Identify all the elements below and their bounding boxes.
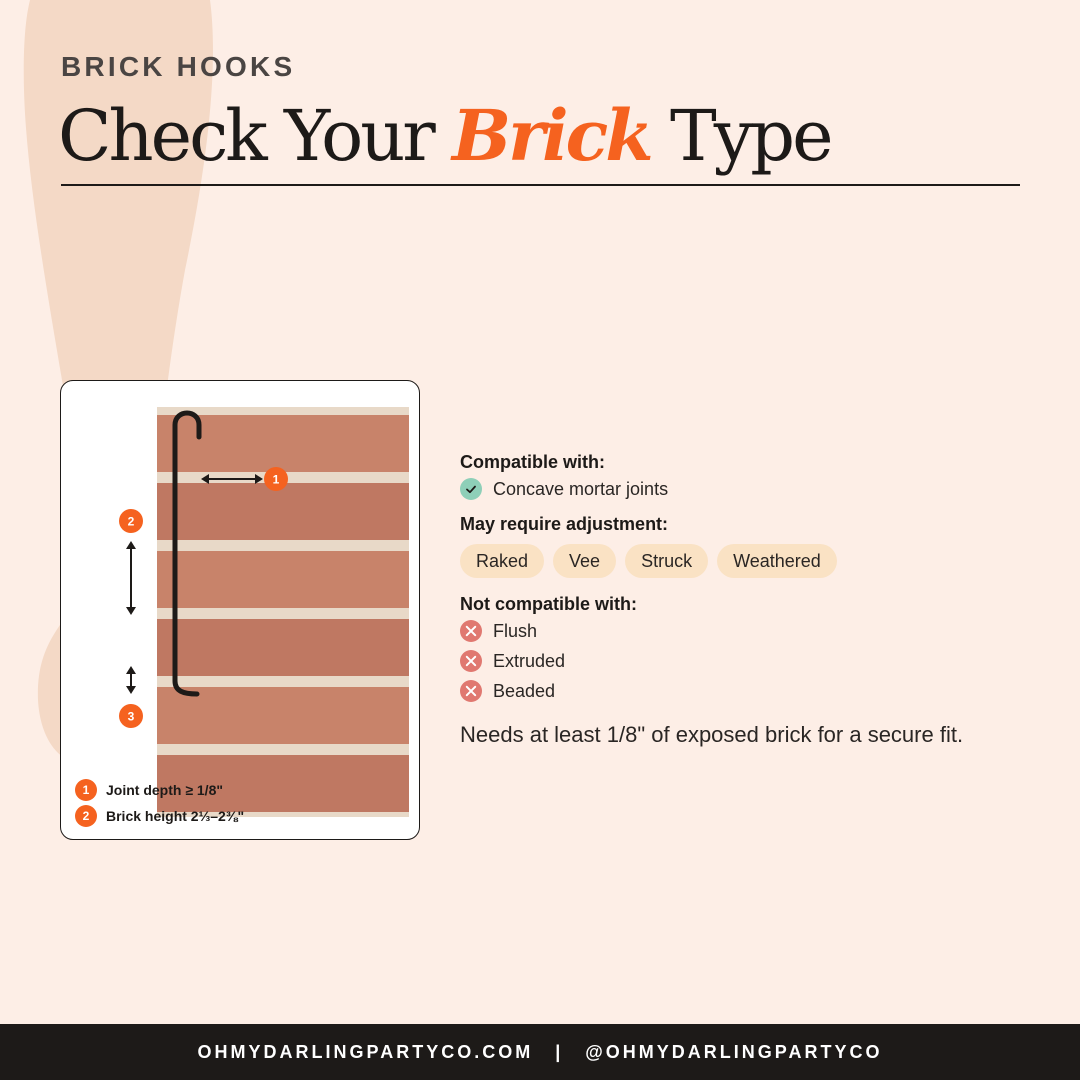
marker-1-label: 1 [272, 472, 280, 487]
x-icon [460, 620, 482, 642]
title-text: Check Your [58, 95, 453, 177]
adjustment-chips [460, 544, 1040, 578]
legend-badge: 2 [75, 805, 97, 827]
footer-handle[interactable]: @OHMYDARLINGPARTYCO [585, 1041, 883, 1062]
incompatible-item [460, 616, 1040, 646]
brick-diagram [60, 380, 420, 840]
brick-diagram-illustration [61, 381, 419, 839]
compatible-item-label: Concave mortar joints [493, 478, 669, 499]
incompatible-item [460, 646, 1040, 676]
legend-badge: 1 [75, 779, 97, 801]
chip-struck: Struck [625, 544, 708, 578]
page-title [58, 94, 831, 178]
joint-gap-arrow [126, 666, 136, 694]
legend-item [75, 805, 244, 827]
x-icon [460, 680, 482, 702]
incompatible-heading: Not compatible with: [460, 594, 637, 614]
footer-separator: | [555, 1041, 564, 1062]
incompatible-item [460, 676, 1040, 706]
title-accent: Brick [452, 94, 651, 177]
title-text-end: Type [650, 95, 831, 177]
fit-note: Needs at least 1/8" of exposed brick for a secure fit. [460, 722, 964, 747]
legend-item [75, 779, 244, 801]
marker-2-label: 2 [127, 514, 135, 529]
compatible-heading: Compatible with: [460, 452, 605, 472]
brick-row [157, 619, 409, 676]
footer [0, 1024, 1080, 1080]
chip-raked: Raked [460, 544, 544, 578]
brick-row [157, 483, 409, 540]
incompatible-item-label: Beaded [493, 680, 556, 701]
legend-text: Joint depth ≥ 1/8" [106, 782, 223, 798]
brick-row [157, 415, 409, 472]
title-rule [61, 184, 1020, 186]
check-icon [460, 478, 482, 500]
chip-weathered: Weathered [717, 544, 837, 578]
marker-3-label: 3 [127, 709, 135, 724]
x-icon [460, 650, 482, 672]
compatibility-info [460, 450, 1040, 748]
legend-text: Brick height 2⅓–2⅜" [106, 808, 245, 824]
incompatible-item-label: Extruded [493, 650, 566, 671]
brick-height-arrow [126, 541, 136, 615]
chip-vee: Vee [553, 544, 616, 578]
compatible-item [460, 474, 1040, 504]
incompatible-item-label: Flush [493, 620, 538, 641]
eyebrow: BRICK HOOKS [61, 51, 296, 82]
footer-website[interactable]: OHMYDARLINGPARTYCO.COM [197, 1041, 534, 1062]
diagram-legend [75, 779, 244, 831]
brick-row [157, 551, 409, 608]
adjustment-heading: May require adjustment: [460, 514, 669, 534]
